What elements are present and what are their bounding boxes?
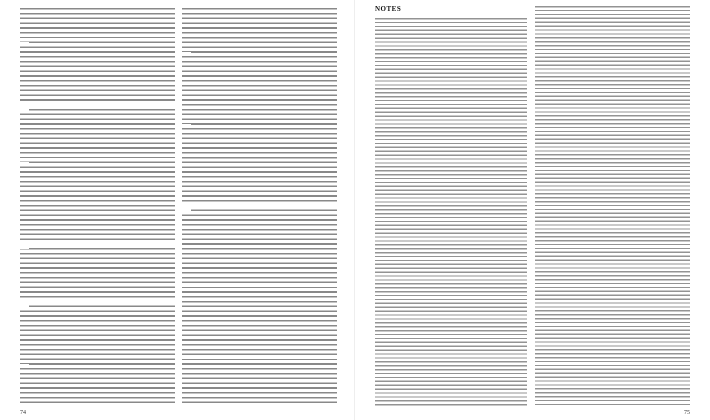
left-page-column-1	[20, 8, 175, 406]
notes-column-2	[535, 6, 690, 406]
notes-text	[535, 6, 690, 406]
right-page	[355, 0, 710, 420]
notes-column-1	[375, 18, 527, 406]
notes-heading: NOTES	[375, 5, 405, 13]
body-text	[20, 8, 175, 406]
body-text	[182, 8, 337, 406]
page-number: 74	[20, 410, 26, 416]
page-number: 75	[684, 410, 690, 416]
left-page-column-2	[182, 8, 337, 406]
notes-text	[375, 18, 527, 406]
